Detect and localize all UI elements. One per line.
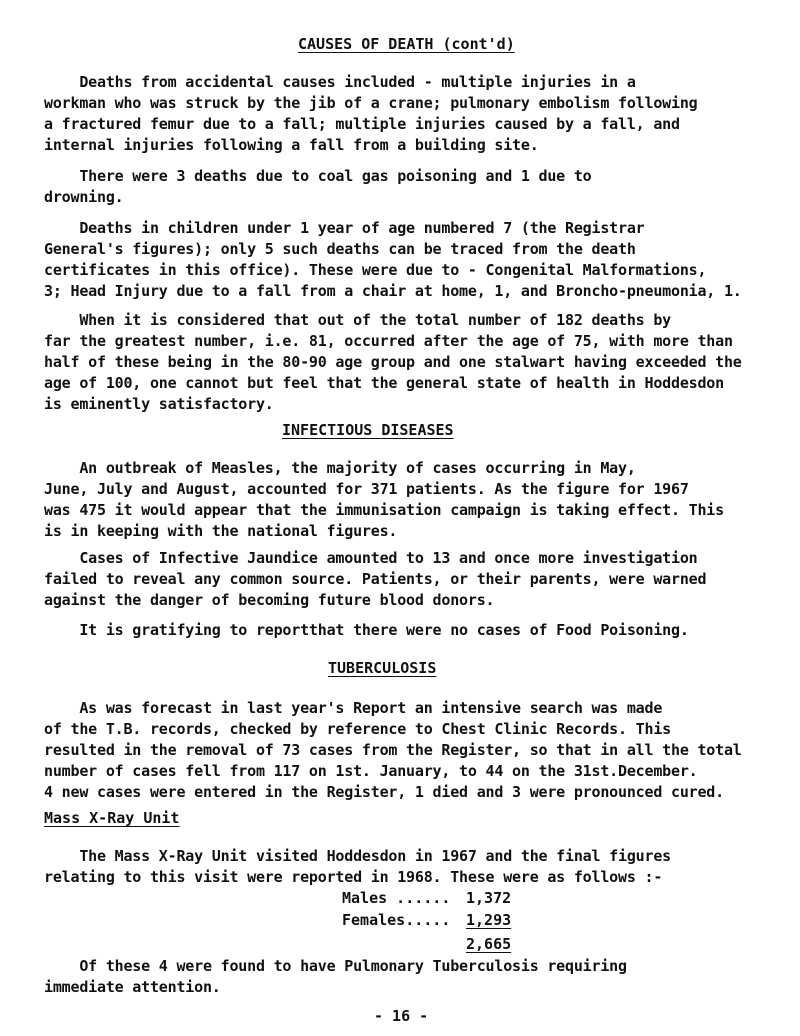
paragraph-infant-deaths: Deaths in children under 1 year of age numbered 7 (the Registrar General's figures); only 5 such deaths can be traced from the death certificates in this office). These were due to - Congenital Malformations, 3; Head Injury due to a fall from a chair at home, 1, and Broncho-pneumonia, 1.: [44, 219, 742, 300]
paragraph-x-ray-visit: The Mass X-Ray Unit visited Hoddesdon in 1967 and the final figures relating to this visit were reported in 1968. These were as follows :-: [44, 847, 671, 886]
page-number: - 16 -: [374, 1007, 429, 1025]
paragraph-pulmonary-tb: Of these 4 were found to have Pulmonary Tuberculosis requiring immediate attention.: [44, 957, 627, 996]
females-value: 1,293: [466, 911, 512, 929]
paragraph-food-poisoning: It is gratifying to reportthat there were no cases of Food Poisoning.: [44, 621, 689, 639]
females-label: Females.....: [342, 911, 451, 929]
paragraph-jaundice: Cases of Infective Jaundice amounted to 13 and once more investigation failed to reveal any common source. Patients, or their parents, were warned against the danger of becoming future blood donors.: [44, 549, 707, 609]
heading-mass-x-ray-unit: Mass X-Ray Unit: [44, 809, 180, 827]
heading-tuberculosis: TUBERCULOSIS: [328, 659, 437, 677]
paragraph-age-of-deaths: When it is considered that out of the total number of 182 deaths by far the greatest number, i.e. 81, occurred after the age of 75, with more than half of these being in the 80-90 age group and one stalwart having exceeded the age of 100, one cannot but feel that the general state of health in Hoddesdon is eminently satisfactory.: [44, 311, 742, 413]
total-value: 2,665: [466, 935, 512, 953]
males-value: 1,372: [466, 889, 512, 907]
heading-infectious-diseases: INFECTIOUS DISEASES: [282, 421, 454, 439]
males-label: Males ......: [342, 889, 451, 907]
paragraph-accidental-causes: Deaths from accidental causes included - multiple injuries in a workman who was struck by the jib of a crane; pulmonary embolism following a fractured femur due to a fall; multiple injuries caused by a fall, and internal injuries following a fall from a building site.: [44, 73, 698, 154]
paragraph-gas-poisoning: There were 3 deaths due to coal gas poisoning and 1 due to drowning.: [44, 167, 592, 206]
paragraph-measles: An outbreak of Measles, the majority of cases occurring in May, June, July and August, accounted for 371 patients. As the figure for 1967 was 475 it would appear that the immunisation campaign is taking effect. This is in keeping with the national figures.: [44, 459, 724, 540]
page-title: CAUSES OF DEATH (cont'd): [298, 35, 515, 53]
paragraph-tb-records: As was forecast in last year's Report an intensive search was made of the T.B. records, checked by reference to Chest Clinic Records. This resulted in the removal of 73 cases from the Register, so that in all the total number of cases fell from 117 on 1st. January, to 44 on the 31st.December. 4 new cases were entered in the Register, 1 died and 3 were pronounced cured.: [44, 699, 742, 801]
